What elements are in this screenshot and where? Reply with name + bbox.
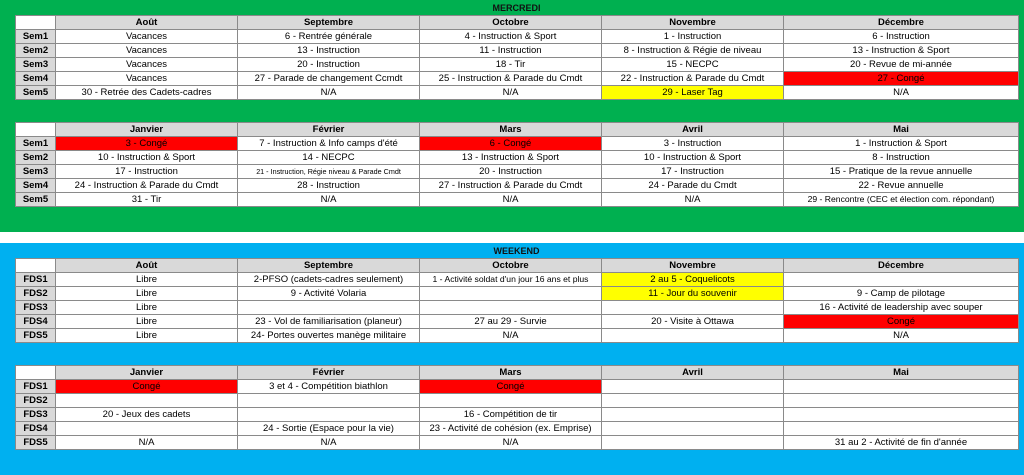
schedule-cell [420,287,602,301]
schedule-cell: 31 au 2 - Activité de fin d'année [784,436,1019,450]
month-header: Février [238,123,420,137]
month-header-row [16,259,1019,273]
mercredi-section [0,0,1024,232]
month-header: Mai [784,123,1019,137]
schedule-cell [602,436,784,450]
schedule-cell: 17 - Instruction [56,165,238,179]
schedule-cell: 27 - Congé [784,72,1019,86]
schedule-cell: 17 - Instruction [602,165,784,179]
week-label: Sem3 [16,165,56,179]
table-row [16,301,1019,315]
month-header: Octobre [420,16,602,30]
schedule-cell: 1 - Activité soldat d'un jour 16 ans et plus [420,273,602,287]
schedule-cell: 29 - Laser Tag [602,86,784,100]
schedule-cell: 25 - Instruction & Parade du Cmdt [420,72,602,86]
schedule-table [15,365,1019,450]
table-row [16,193,1019,207]
table-row [16,179,1019,193]
month-header: Avril [602,366,784,380]
table-row [16,315,1019,329]
month-header-row [16,16,1019,30]
month-header: Novembre [602,16,784,30]
schedule-cell: 16 - Compétition de tir [420,408,602,422]
section-title: WEEKEND [493,246,540,256]
schedule-cell: 16 - Activité de leadership avec souper [784,301,1019,315]
schedule-cell: 4 - Instruction & Sport [420,30,602,44]
schedule-table [15,15,1019,100]
schedule-cell: N/A [420,193,602,207]
table-row [16,165,1019,179]
schedule-cell: 13 - Instruction & Sport [420,151,602,165]
schedule-cell: Vacances [56,58,238,72]
schedule-cell: 24 - Instruction & Parade du Cmdt [56,179,238,193]
schedule-cell: 23 - Vol de familiarisation (planeur) [238,315,420,329]
schedule-cell: N/A [56,436,238,450]
schedule-cell: 20 - Revue de mi-année [784,58,1019,72]
schedule-cell [784,408,1019,422]
schedule-cell: Congé [784,315,1019,329]
schedule-cell: N/A [784,329,1019,343]
schedule-cell [238,394,420,408]
month-header: Août [56,16,238,30]
schedule-cell: 7 - Instruction & Info camps d'été [238,137,420,151]
schedule-cell: 27 - Parade de changement Ccmdt [238,72,420,86]
schedule-cell: 3 - Congé [56,137,238,151]
schedule-cell: 2 au 5 - Coquelicots [602,273,784,287]
schedule-cell: Congé [420,380,602,394]
week-label: Sem1 [16,30,56,44]
schedule-cell: N/A [420,86,602,100]
table-row [16,422,1019,436]
schedule-cell: 9 - Camp de pilotage [784,287,1019,301]
corner-cell [16,259,56,273]
schedule-cell: 20 - Instruction [420,165,602,179]
month-header: Février [238,366,420,380]
week-label: FDS4 [16,422,56,436]
month-header: Avril [602,123,784,137]
schedule-cell: N/A [602,193,784,207]
month-header: Décembre [784,16,1019,30]
schedule-cell: Vacances [56,30,238,44]
schedule-cell [602,422,784,436]
week-label: Sem5 [16,86,56,100]
table-row [16,408,1019,422]
schedule-cell: Libre [56,329,238,343]
month-header: Novembre [602,259,784,273]
schedule-cell: 22 - Instruction & Parade du Cmdt [602,72,784,86]
schedule-cell: 2-PFSO (cadets-cadres seulement) [238,273,420,287]
schedule-cell [56,422,238,436]
table-row [16,58,1019,72]
month-header: Mai [784,366,1019,380]
schedule-cell: 21 - Instruction, Régie niveau & Parade Cmdt [238,165,420,179]
schedule-cell: N/A [420,436,602,450]
schedule-cell [602,301,784,315]
schedule-cell [602,380,784,394]
schedule-cell: 24 - Sortie (Espace pour la vie) [238,422,420,436]
month-header: Septembre [238,16,420,30]
month-header: Janvier [56,366,238,380]
schedule-cell: 13 - Instruction [238,44,420,58]
schedule-cell: Libre [56,287,238,301]
schedule-cell: 24 - Parade du Cmdt [602,179,784,193]
schedule-cell: 3 - Instruction [602,137,784,151]
schedule-cell [602,394,784,408]
month-header: Janvier [56,123,238,137]
schedule-cell: 27 - Instruction & Parade du Cmdt [420,179,602,193]
week-label: Sem2 [16,44,56,58]
schedule-cell: 14 - NECPC [238,151,420,165]
schedule-cell: 22 - Revue annuelle [784,179,1019,193]
schedule-cell: 6 - Rentrée générale [238,30,420,44]
week-label: Sem5 [16,193,56,207]
schedule-cell [602,408,784,422]
schedule-cell: N/A [238,86,420,100]
schedule-cell: 9 - Activité Volaria [238,287,420,301]
table-row [16,436,1019,450]
month-header: Octobre [420,259,602,273]
schedule-cell: 11 - Jour du souvenir [602,287,784,301]
table-row [16,380,1019,394]
schedule-cell: 24- Portes ouvertes manège militaire [238,329,420,343]
schedule-cell [420,394,602,408]
schedule-cell: 20 - Instruction [238,58,420,72]
schedule-cell: 29 - Rencontre (CEC et élection com. répondant) [784,193,1019,207]
schedule-cell: Libre [56,301,238,315]
schedule-cell: 1 - Instruction [602,30,784,44]
schedule-cell: N/A [420,329,602,343]
week-label: Sem1 [16,137,56,151]
schedule-cell: 10 - Instruction & Sport [602,151,784,165]
table-row [16,44,1019,58]
month-header-row [16,123,1019,137]
corner-cell [16,16,56,30]
section-title: MERCREDI [492,3,541,13]
week-label: FDS1 [16,380,56,394]
week-label: Sem4 [16,179,56,193]
table-row [16,287,1019,301]
schedule-cell: N/A [238,436,420,450]
schedule-cell: Vacances [56,72,238,86]
week-label: FDS2 [16,394,56,408]
schedule-cell: 20 - Visite à Ottawa [602,315,784,329]
schedule-cell: 13 - Instruction & Sport [784,44,1019,58]
schedule-cell: 20 - Jeux des cadets [56,408,238,422]
schedule-cell [602,329,784,343]
schedule-cell: 15 - NECPC [602,58,784,72]
schedule-cell: 8 - Instruction [784,151,1019,165]
weekend-section [0,243,1024,475]
schedule-cell [420,301,602,315]
corner-cell [16,123,56,137]
schedule-cell: Vacances [56,44,238,58]
schedule-cell: 15 - Pratique de la revue annuelle [784,165,1019,179]
schedule-cell: N/A [784,86,1019,100]
month-header: Mars [420,123,602,137]
schedule-cell: 31 - Tir [56,193,238,207]
month-header: Août [56,259,238,273]
week-label: Sem2 [16,151,56,165]
schedule-cell: 6 - Instruction [784,30,1019,44]
schedule-cell: 30 - Retrée des Cadets-cadres [56,86,238,100]
week-label: FDS5 [16,436,56,450]
week-label: FDS3 [16,408,56,422]
month-header-row [16,366,1019,380]
schedule-cell: 6 - Congé [420,137,602,151]
schedule-cell: 3 et 4 - Compétition biathlon [238,380,420,394]
schedule-cell: 10 - Instruction & Sport [56,151,238,165]
schedule-table [15,258,1019,343]
week-label: Sem4 [16,72,56,86]
table-row [16,273,1019,287]
schedule-table [15,122,1019,207]
week-label: FDS5 [16,329,56,343]
schedule-cell: Congé [56,380,238,394]
schedule-cell [784,394,1019,408]
table-row [16,151,1019,165]
table-row [16,86,1019,100]
week-label: FDS2 [16,287,56,301]
table-row [16,329,1019,343]
schedule-cell [238,408,420,422]
table-row [16,394,1019,408]
week-label: Sem3 [16,58,56,72]
week-label: FDS1 [16,273,56,287]
schedule-cell [784,380,1019,394]
schedule-cell [784,273,1019,287]
schedule-cell: N/A [238,193,420,207]
week-label: FDS3 [16,301,56,315]
table-row [16,30,1019,44]
schedule-cell: Libre [56,315,238,329]
schedule-cell: Libre [56,273,238,287]
schedule-cell [56,394,238,408]
month-header: Mars [420,366,602,380]
schedule-cell [784,422,1019,436]
week-label: FDS4 [16,315,56,329]
table-row [16,137,1019,151]
schedule-cell: 28 - Instruction [238,179,420,193]
schedule-cell: 27 au 29 - Survie [420,315,602,329]
schedule-cell: 11 - Instruction [420,44,602,58]
month-header: Décembre [784,259,1019,273]
schedule-cell: 18 - Tir [420,58,602,72]
schedule-cell: 23 - Activité de cohésion (ex. Emprise) [420,422,602,436]
schedule-cell: 8 - Instruction & Régie de niveau [602,44,784,58]
schedule-cell: 1 - Instruction & Sport [784,137,1019,151]
table-row [16,72,1019,86]
schedule-cell [238,301,420,315]
corner-cell [16,366,56,380]
month-header: Septembre [238,259,420,273]
